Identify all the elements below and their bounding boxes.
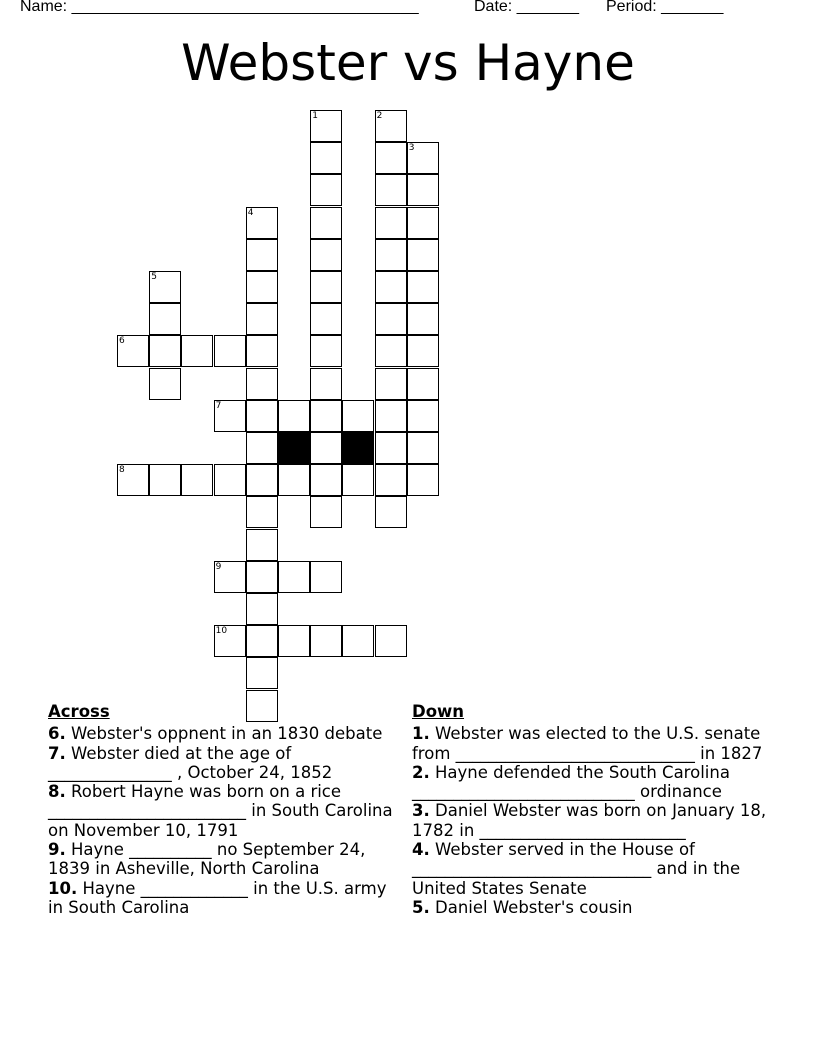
grid-cell[interactable] <box>407 142 439 174</box>
grid-cell[interactable] <box>310 464 342 496</box>
grid-cell[interactable] <box>310 303 342 335</box>
grid-cell[interactable] <box>407 368 439 400</box>
cell-number: 4 <box>247 207 254 218</box>
across-clues <box>48 702 393 917</box>
grid-cell[interactable] <box>149 303 181 335</box>
grid-cell[interactable] <box>117 464 149 496</box>
grid-cell[interactable] <box>375 142 407 174</box>
down-clues <box>412 702 772 917</box>
grid-cell[interactable] <box>375 335 407 367</box>
grid-cell[interactable] <box>278 464 310 496</box>
grid-cell[interactable] <box>407 174 439 206</box>
cell-number: 10 <box>215 626 228 637</box>
grid-cell[interactable] <box>375 303 407 335</box>
grid-cell[interactable] <box>342 400 374 432</box>
grid-cell[interactable] <box>246 271 278 303</box>
grid-cell[interactable] <box>375 432 407 464</box>
grid-cell[interactable] <box>246 561 278 593</box>
grid-cell[interactable] <box>117 335 149 367</box>
grid-cell[interactable] <box>246 496 278 528</box>
grid-cell[interactable] <box>278 625 310 657</box>
clue-down-4: 4. Webster served in the House of _____________________________ and in the United States Senate <box>412 840 741 898</box>
grid-cell[interactable] <box>342 464 374 496</box>
down-heading: Down <box>412 702 465 721</box>
grid-cell[interactable] <box>375 174 407 206</box>
grid-cell[interactable] <box>375 464 407 496</box>
grid-cell[interactable] <box>375 496 407 528</box>
grid-cell[interactable] <box>407 207 439 239</box>
clue-across-6: 6. Webster's oppnent in an 1830 debate <box>48 724 383 744</box>
grid-cell[interactable] <box>149 335 181 367</box>
grid-cell[interactable] <box>407 464 439 496</box>
grid-cell[interactable] <box>310 432 342 464</box>
grid-cell[interactable] <box>375 271 407 303</box>
cell-number: 1 <box>312 111 318 121</box>
grid-cell[interactable] <box>246 657 278 689</box>
grid-cell[interactable] <box>375 400 407 432</box>
cell-number: 9 <box>215 561 222 572</box>
grid-cell[interactable] <box>246 239 278 271</box>
grid-cell[interactable] <box>246 400 278 432</box>
grid-cell[interactable] <box>246 432 278 464</box>
grid-block-cell <box>278 432 310 464</box>
grid-cell[interactable] <box>310 174 342 206</box>
across-heading: Across <box>48 702 110 721</box>
grid-cell[interactable] <box>310 496 342 528</box>
grid-cell[interactable] <box>246 303 278 335</box>
grid-cell[interactable] <box>407 400 439 432</box>
cell-number: 8 <box>119 465 125 476</box>
grid-cell[interactable] <box>310 207 342 239</box>
grid-cell[interactable] <box>246 464 278 496</box>
grid-block-cell <box>342 432 374 464</box>
cell-number: 7 <box>215 400 222 411</box>
cell-number: 5 <box>151 272 157 282</box>
page-title: Webster vs Hayne <box>181 34 635 92</box>
grid-cell[interactable] <box>310 142 342 174</box>
cell-number: 2 <box>376 111 383 121</box>
grid-cell[interactable] <box>149 464 181 496</box>
grid-cell[interactable] <box>246 529 278 561</box>
grid-cell[interactable] <box>214 561 246 593</box>
grid-cell[interactable] <box>246 207 278 239</box>
grid-cell[interactable] <box>214 400 246 432</box>
grid-cell[interactable] <box>407 271 439 303</box>
grid-cell[interactable] <box>310 271 342 303</box>
clue-across-10: 10. Hayne _____________ in the U.S. army in South Carolina <box>48 878 387 917</box>
clue-across-9: 9. Hayne __________ no September 24, 1839 in Asheville, North Carolina <box>48 840 366 879</box>
grid-cell[interactable] <box>310 335 342 367</box>
clue-down-2: 2. Hayne defended the South Carolina ___________________________ ordinance <box>412 762 730 802</box>
grid-cell[interactable] <box>375 239 407 271</box>
clue-across-7: 7. Webster died at the age of _______________ , October 24, 1852 <box>48 743 333 782</box>
grid-cell[interactable] <box>246 625 278 657</box>
grid-cell[interactable] <box>375 110 407 142</box>
period-field[interactable]: Period: _______ <box>606 0 724 15</box>
clue-down-1: 1. Webster was elected to the U.S. senate from _____________________________ in 1827 <box>412 724 763 763</box>
grid-cell[interactable] <box>246 593 278 625</box>
grid-cell[interactable] <box>375 207 407 239</box>
grid-cell[interactable] <box>407 239 439 271</box>
grid-cell[interactable] <box>407 432 439 464</box>
grid-cell[interactable] <box>407 335 439 367</box>
grid-cell[interactable] <box>310 561 342 593</box>
grid-cell[interactable] <box>278 561 310 593</box>
grid-cell[interactable] <box>246 335 278 367</box>
clue-down-5: 5. Daniel Webster's cousin <box>412 897 633 917</box>
grid-cell[interactable] <box>407 303 439 335</box>
date-field[interactable]: Date: _______ <box>474 0 579 15</box>
grid-cell[interactable] <box>375 625 407 657</box>
clue-down-3: 3. Daniel Webster was born on January 18, 1782 in _________________________ <box>412 801 767 840</box>
cell-number: 6 <box>119 336 125 347</box>
grid-cell[interactable] <box>342 625 374 657</box>
grid-cell[interactable] <box>214 464 246 496</box>
grid-cell[interactable] <box>149 271 181 303</box>
grid-cell[interactable] <box>181 464 213 496</box>
grid-cell[interactable] <box>310 239 342 271</box>
grid-cell[interactable] <box>375 368 407 400</box>
cell-number: 3 <box>408 143 415 154</box>
grid-cell[interactable] <box>310 368 342 400</box>
grid-cell[interactable] <box>214 335 246 367</box>
grid-cell[interactable] <box>310 400 342 432</box>
grid-cell[interactable] <box>214 625 246 657</box>
clue-across-8: 8. Robert Hayne was born on a rice ________________________ in South Carolina on November 10, 1791 <box>48 782 393 840</box>
grid-cell[interactable] <box>149 368 181 400</box>
grid-cell[interactable] <box>310 110 342 142</box>
name-field[interactable]: Name: _______________________________________ <box>20 0 419 15</box>
grid-cell[interactable] <box>181 335 213 367</box>
grid-cell[interactable] <box>278 400 310 432</box>
grid-cell[interactable] <box>246 368 278 400</box>
grid-cell[interactable] <box>310 625 342 657</box>
